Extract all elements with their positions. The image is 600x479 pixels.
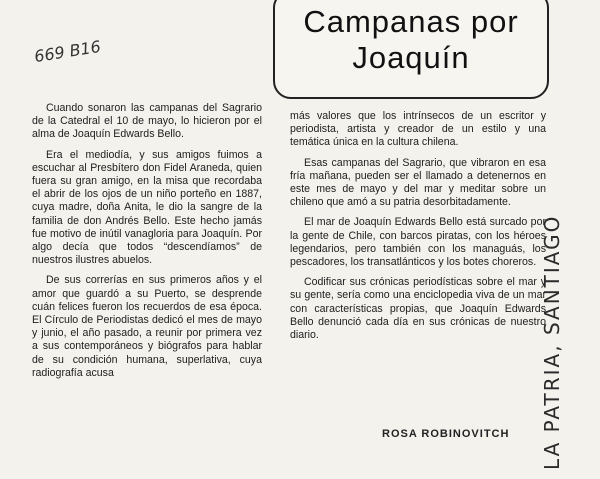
paragraph: De sus correrías en sus primeros años y el amor que guardó a su Puerto, se desprende cuán felices fueron los recuerdos de esa época. El Círculo de Periodistas dedicó el mes de mayo y junio, el año pasado, a reunir por primera vez a sus contemporáneos y biógrafos para hablar de su condición humana, superlativa, cuya radiografía acusa xyxy=(32,274,262,379)
article-title-line-1: Campanas por xyxy=(303,4,519,39)
paragraph: más valores que los intrínsecos de un escritor y periodista, artista y creador de un estilo y una temática única en la cultura chilena. xyxy=(290,110,546,149)
author-signature: ROSA ROBINOVITCH xyxy=(382,428,510,440)
right-column xyxy=(290,110,546,349)
handwritten-source-note: LA PATRIA, SANTIAGO xyxy=(540,214,564,470)
handwritten-reference-mark: 669 B16 xyxy=(32,36,103,67)
article-title-line-2: Joaquín xyxy=(352,40,470,75)
paragraph: El mar de Joaquín Edwards Bello está surcado por la gente de Chile, con barcos piratas, con los héroes legendarios, pero también con los managuás, los pescadores, los transatlánticos y los botes choreros. xyxy=(290,216,546,269)
paragraph: Era el mediodía, y sus amigos fuimos a escuchar al Presbítero don Fidel Araneda, quien fuera su gran amigo, en la misa que recordaba el abrir de los ojos de un niño porteño en 1887, cuya madre, doña Anita, le dio la sangre de la familia de don Andrés Bello. Este hecho jamás fue motivo de inútil vanagloria para Joaquín. Por algo decía que todos “descendíamos” de nuestros ilustres abuelos. xyxy=(32,148,262,267)
paragraph: Codificar sus crónicas periodísticas sobre el mar y su gente, sería como una enciclopedia viva de un mar con características propias, que Joaquín Edwards Bello denunció cada día en sus crónicas de nuestro diario. xyxy=(290,276,546,342)
left-column xyxy=(32,102,262,387)
title-box xyxy=(273,0,549,99)
paragraph: Esas campanas del Sagrario, que vibraron en esa fría mañana, pueden ser el llamado a detenernos en este mes de mayo y del mar y meditar sobre un chileno que amó a su patria desorbitadamente. xyxy=(290,156,546,209)
paragraph: Cuando sonaron las campanas del Sagrario de la Catedral el 10 de mayo, lo hicieron por el alma de Joaquín Edwards Bello. xyxy=(32,102,262,141)
